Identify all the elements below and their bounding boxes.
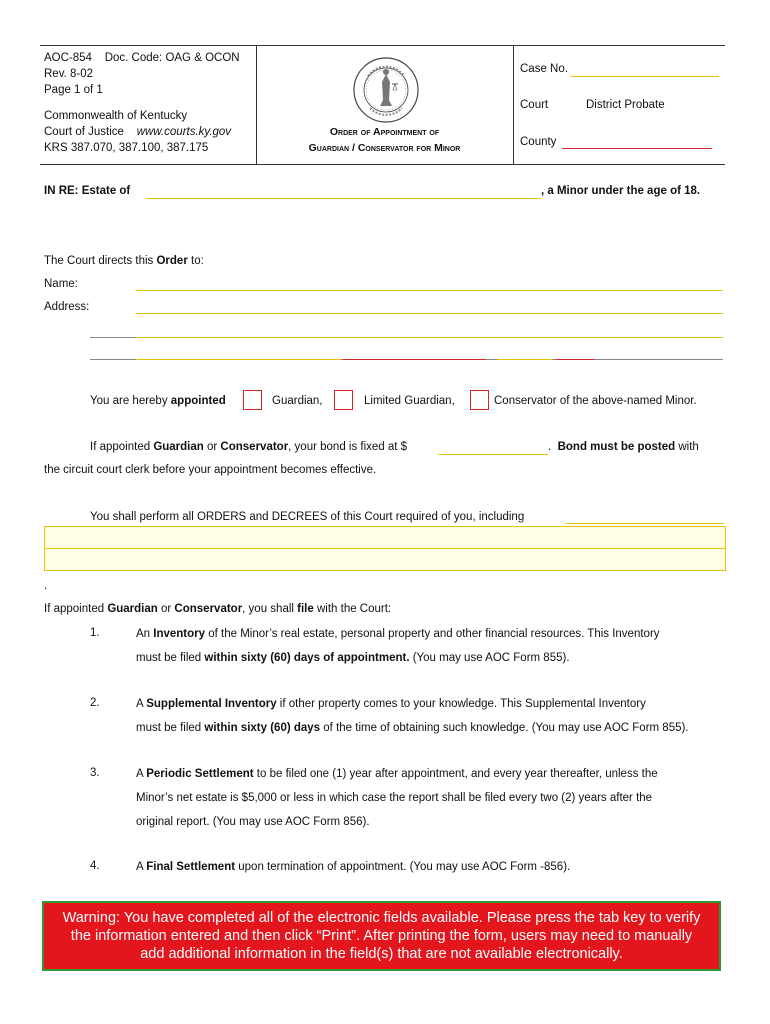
county-label: County [520, 136, 557, 148]
county-field[interactable] [562, 148, 712, 149]
in-re-suffix: , a Minor under the age of 18. [541, 185, 701, 197]
conservator-checkbox[interactable] [470, 390, 489, 410]
orders-inline-field[interactable] [566, 523, 724, 524]
orders-text: You shall perform all ORDERS and DECREES of this Court required of you, including [90, 511, 525, 523]
estate-name-field[interactable] [146, 198, 541, 199]
kentucky-seal-icon [352, 56, 420, 124]
form-header-left [40, 46, 257, 164]
doc-code: Doc. Code: OAG & OCON [104, 52, 240, 64]
item-2-number: 2. [90, 697, 100, 709]
zip-field[interactable] [497, 359, 552, 360]
website-link[interactable]: www.courts.ky.gov [136, 126, 232, 138]
in-re-label: IN RE: Estate of [44, 185, 131, 197]
name-field[interactable] [136, 290, 723, 291]
item-1-text: An Inventory of the Minor’s real estate, personal property and other financial resources. This Inventory must be filed within sixty (60) days of appointment. (You may use AOC Form 855). [136, 628, 660, 664]
court-of-justice: Court of Justice [44, 126, 124, 138]
krs-citation: KRS 387.070, 387.100, 387.175 [44, 142, 209, 154]
form-header-right [513, 46, 726, 164]
revision: Rev. 8-02 [44, 68, 94, 80]
guardian-checkbox[interactable] [243, 390, 262, 410]
address-field-2-overlay [136, 337, 723, 338]
court-label: Court [520, 99, 549, 111]
title-line-1: Order of Appointment of [329, 126, 440, 138]
appointment-lead: You are hereby appointed [90, 395, 226, 407]
commonwealth: Commonwealth of Kentucky [44, 110, 188, 122]
page-number: Page 1 of 1 [44, 84, 103, 96]
print-warning-banner [42, 901, 721, 971]
bond-posting-text: . Bond must be posted with [548, 441, 699, 453]
form-header [40, 45, 725, 165]
conservator-option-label: Conservator of the above-named Minor. [494, 395, 697, 407]
case-no-field[interactable] [571, 76, 719, 77]
item-3-text: A Periodic Settlement to be filed one (1) year after appointment, and every year thereafter, unless the Minor’s net estate is $5,000 or less in which case the report shall be filed every two (2) years after the original report. (You may use AOC Form 856). [136, 768, 658, 828]
orders-field-1[interactable] [44, 526, 726, 549]
warning-line-1: Warning: You have completed all of the electronic fields available. Please press the tab key to verify [62, 910, 701, 926]
file-intro: If appointed Guardian or Conservator, you shall file with the Court: [44, 603, 392, 615]
item-2-text: A Supplemental Inventory if other property comes to your knowledge. This Supplemental Inventory must be filed within sixty (60) days of the time of obtaining such knowledge. (You may use AOC Form 855). [136, 698, 689, 734]
directs-intro: The Court directs this Order to: [44, 255, 204, 267]
orders-period: . [44, 580, 48, 592]
city-field[interactable] [136, 359, 341, 360]
address-field-1[interactable] [136, 313, 723, 314]
orders-field-2[interactable] [44, 548, 726, 571]
court-value: District Probate [586, 99, 665, 111]
item-4-number: 4. [90, 860, 100, 872]
form-title [256, 124, 513, 156]
item-3-number: 3. [90, 767, 100, 779]
state-field[interactable] [343, 359, 486, 360]
guardian-option-label: Guardian, [272, 395, 323, 407]
bond-text: If appointed Guardian or Conservator, your bond is fixed at $ [90, 441, 408, 453]
warning-line-3: add additional information in the field(s) that are not available electronically. [140, 946, 623, 962]
bond-amount-field[interactable] [438, 454, 548, 455]
limited-guardian-option-label: Limited Guardian, [364, 395, 455, 407]
item-1-number: 1. [90, 627, 100, 639]
title-line-2: Guardian / Conservator for Minor [308, 142, 461, 154]
warning-line-2: the information entered and then click “Print”. After printing the form, users may need to manually [70, 928, 693, 944]
address-label: Address: [44, 301, 90, 313]
limited-guardian-checkbox[interactable] [334, 390, 353, 410]
bond-text-line-2: the circuit court clerk before your appointment becomes effective. [44, 464, 377, 476]
zip-ext-field[interactable] [556, 359, 594, 360]
case-no-label: Case No. [520, 63, 568, 75]
form-id: AOC-854 [44, 52, 92, 64]
item-4-text: A Final Settlement upon termination of appointment. (You may use AOC Form -856). [136, 861, 571, 873]
name-label: Name: [44, 278, 78, 290]
